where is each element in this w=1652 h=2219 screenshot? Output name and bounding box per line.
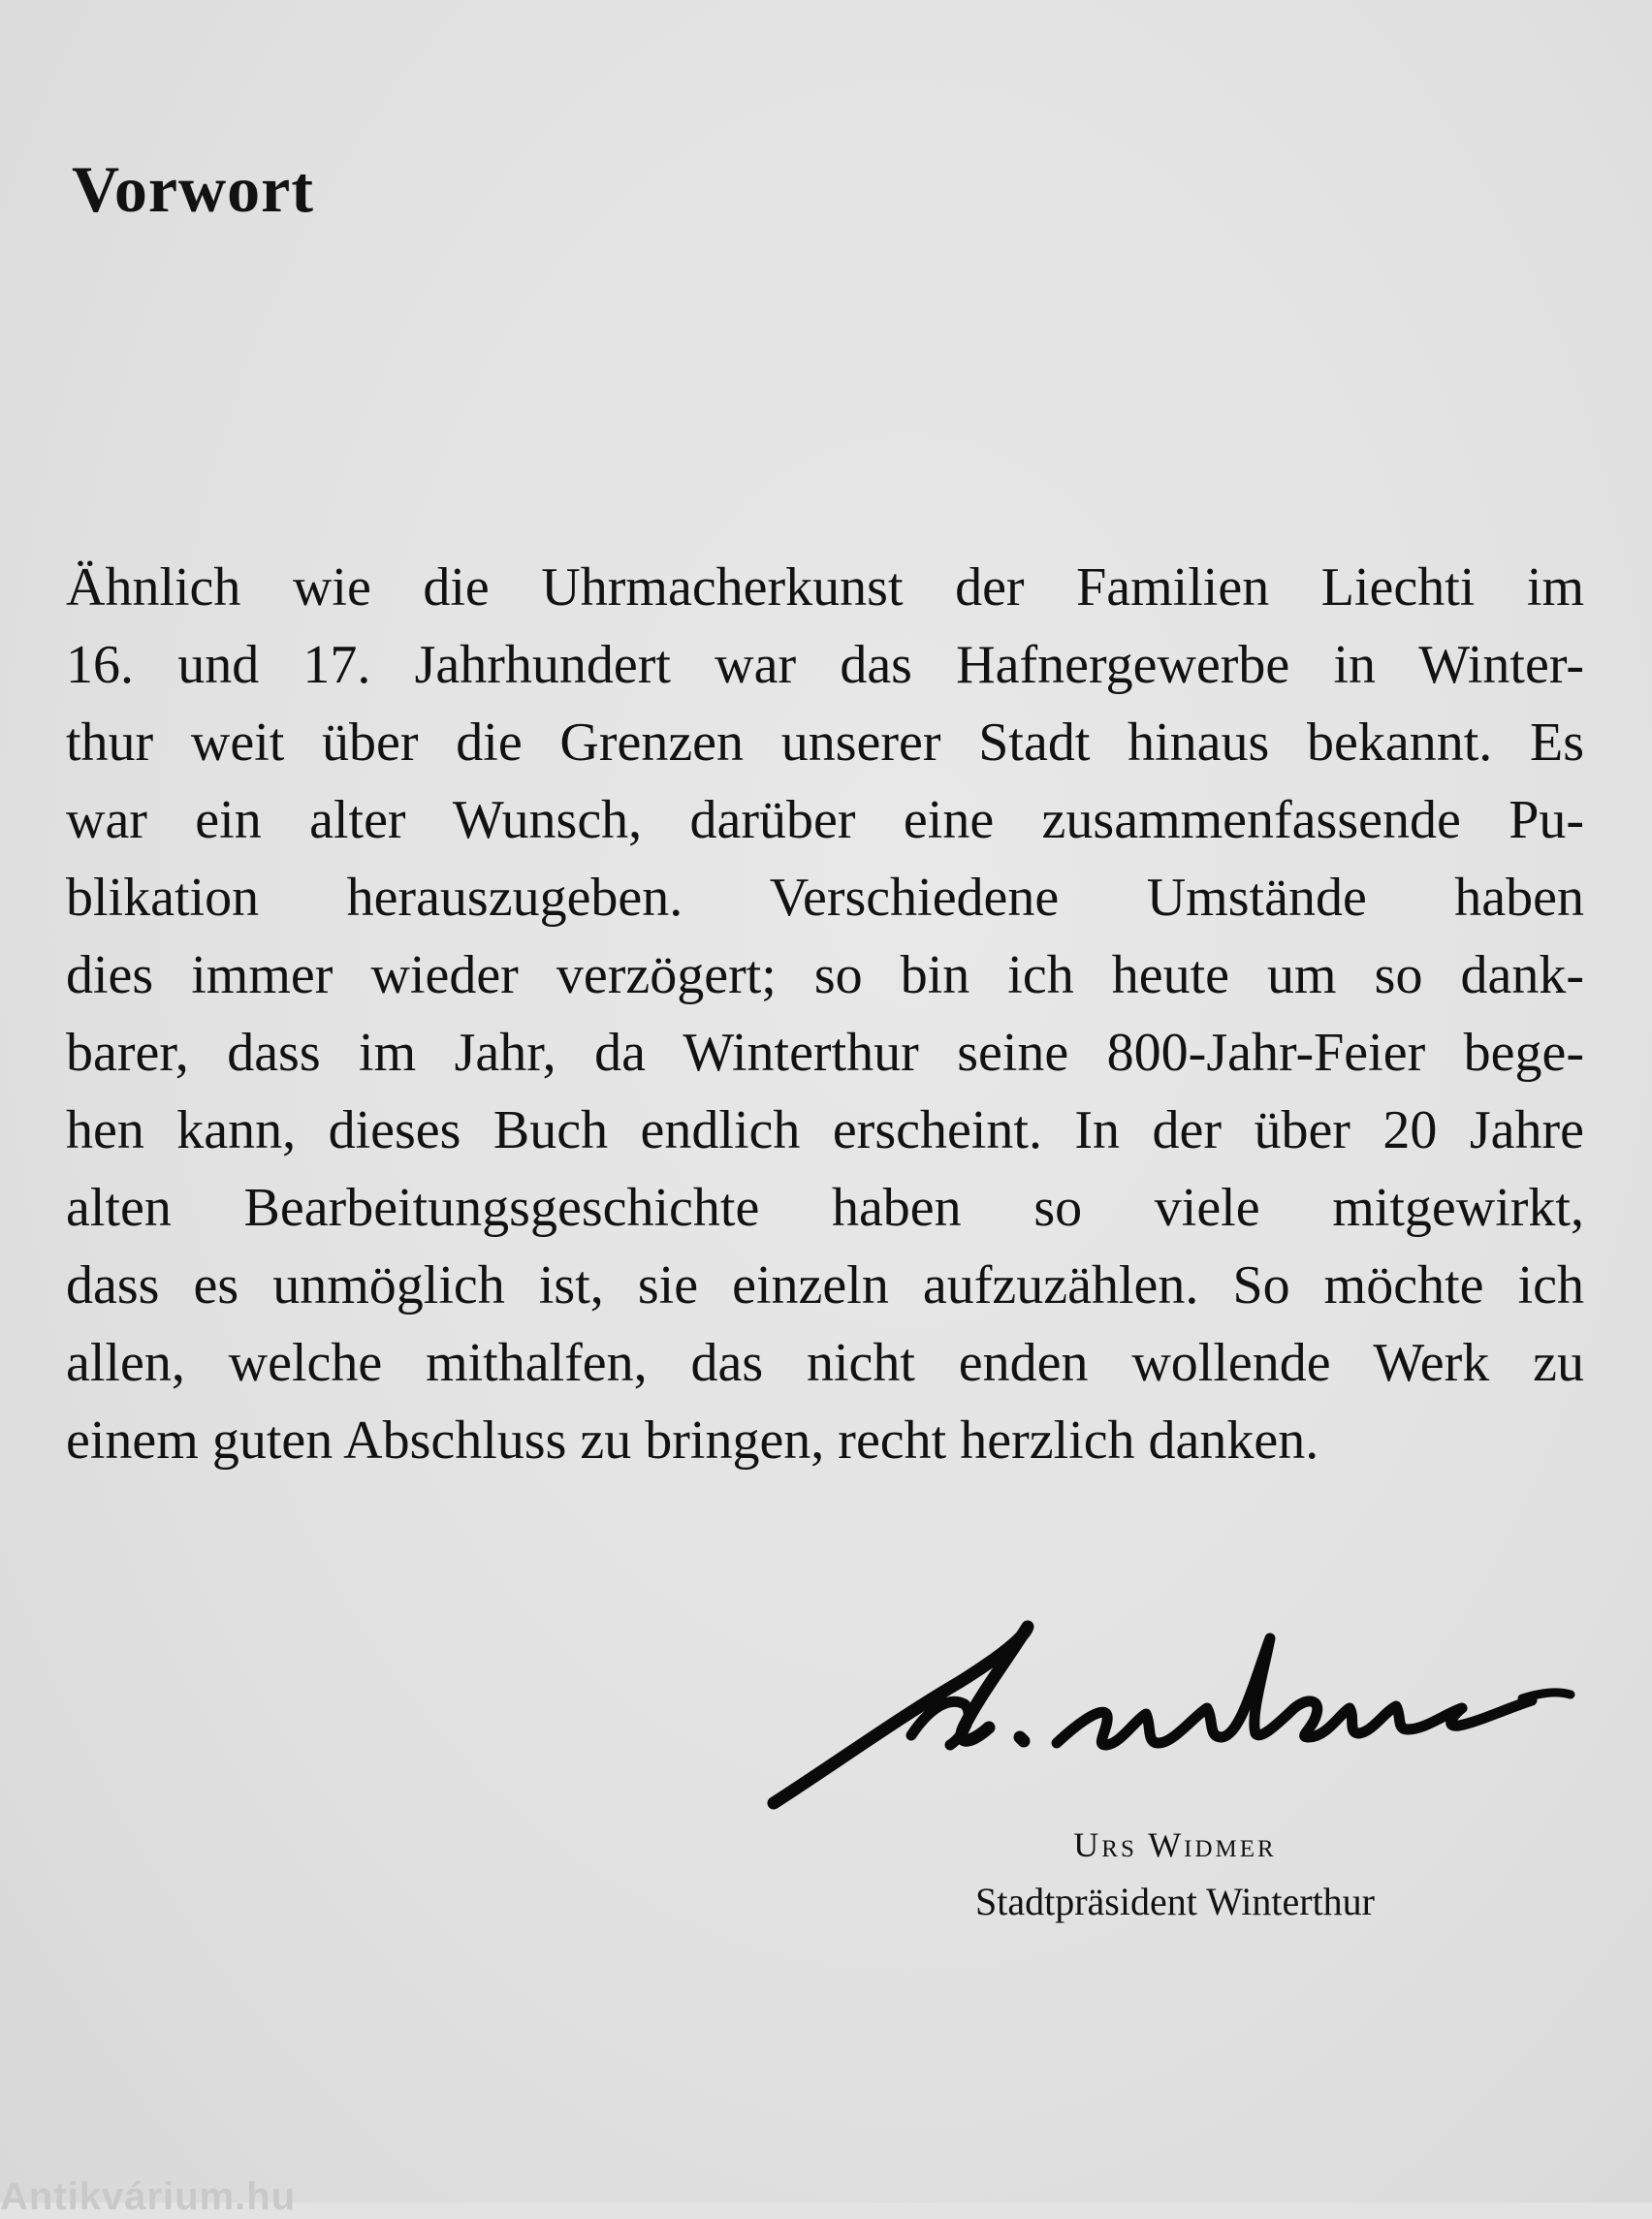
text-line: war ein alter Wunsch, darüber eine zusammenfassende Pu- [66,790,1584,850]
handwritten-signature [766,1600,1590,1823]
text-line: alten Bearbeitungsgeschichte haben so viele mitgewirkt, [66,1178,1584,1238]
text-line: 16. und 17. Jahrhundert war das Hafnergewerbe in Winter- [66,635,1584,695]
text-line: blikation herauszugeben. Verschiedene Umstände haben [66,868,1584,928]
text-line: thur weit über die Grenzen unserer Stadt hinaus bekannt. Es [66,713,1584,773]
author-name: Urs Widmer [1073,1825,1277,1864]
preface-body [66,549,1584,1479]
text-line: einem guten Abschluss zu bringen, recht herzlich danken. [66,1411,1319,1471]
text-line: hen kann, dieses Buch endlich erscheint. In der über 20 Jahre [66,1100,1584,1160]
page-title: Vorwort [72,152,314,226]
watermark-text: Antikvárium.hu [0,2175,297,2218]
text-line: dass es unmöglich ist, sie einzeln aufzuzählen. So möchte ich [66,1255,1584,1316]
text-line: barer, dass im Jahr, da Winterthur seine 800-Jahr-Feier bege- [66,1023,1584,1083]
text-line: allen, welche mithalfen, das nicht enden wollende Werk zu [66,1333,1584,1393]
text-line: Ähnlich wie die Uhrmacherkunst der Familien Liechti im [66,557,1584,618]
author-role: Stadtpräsident Winterthur [974,1880,1375,1923]
text-line: dies immer wieder verzögert; so bin ich heute um so dank- [66,945,1584,1005]
